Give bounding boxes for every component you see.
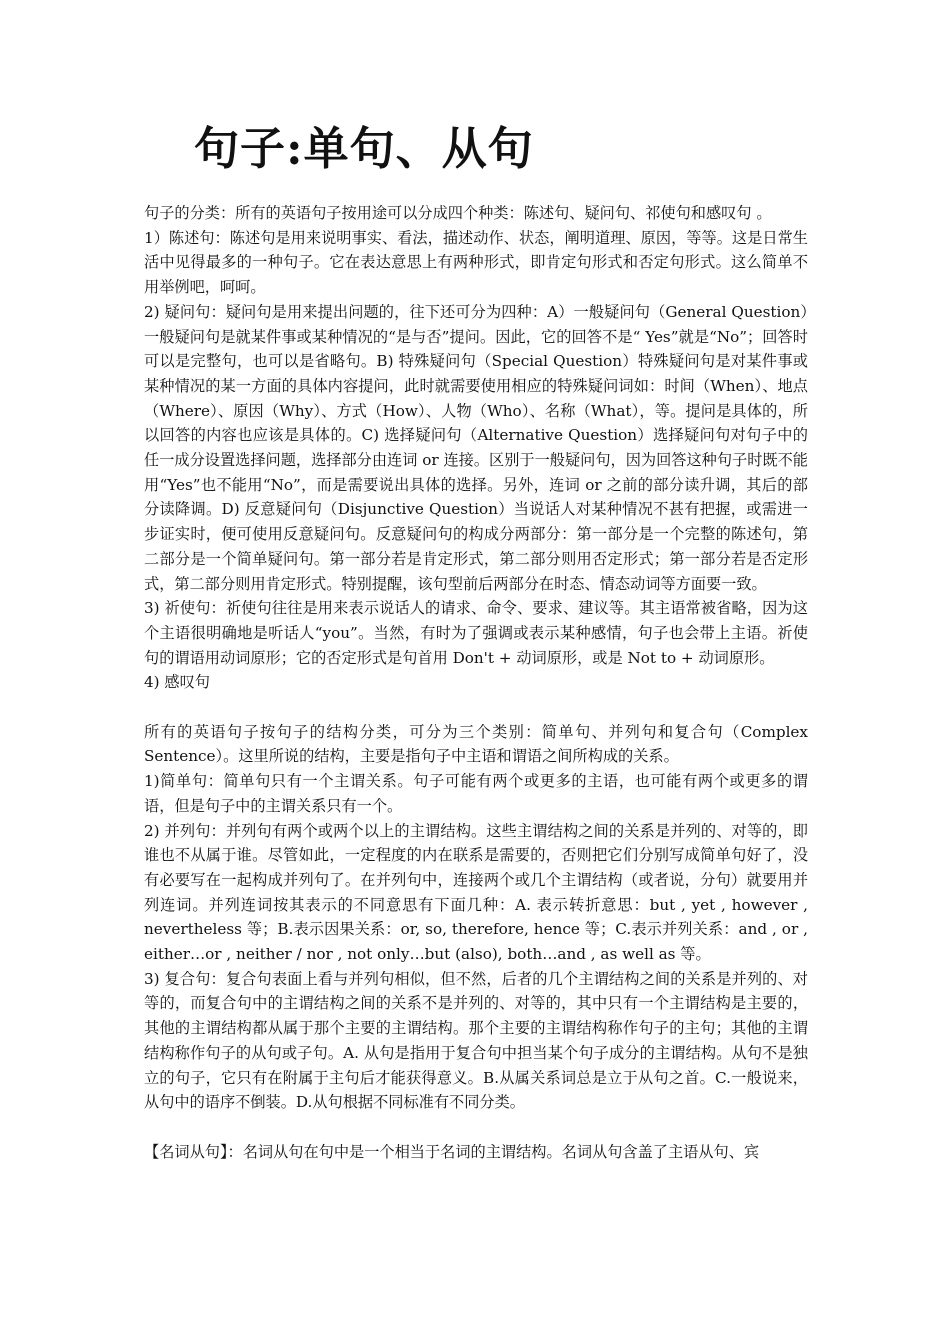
paragraph-exclamatory: 4) 感叹句 — [144, 673, 210, 692]
paragraph-simple-sentence: 1)简单句：简单句只有一个主谓关系。句子可能有两个或更多的主语，也可能有两个或更多的谓语，但是句子中的主谓关系只有一个。 — [144, 772, 808, 815]
paragraph-interrogative: 2) 疑问句：疑问句是用来提出问题的，往下还可分为四种：A）一般疑问句（General Question）一般疑问句是就某件事或某种情况的“是与否”提问。因此，它的回答不是“ Yes”就是“No”；回答时可以是完整句，也可以是省略句。B) 特殊疑问句（Special Question）特殊疑问句是对某件事或某种情况的某一方面的具体内容提问，此时就需要使用相应的特殊疑问词如：时间（When）、地点（Where）、原因（Why）、方式（How）、人物（Who）、名称（What），等。提问是具体的，所以回答的内容也应该是具体的。C) 选择疑问句（Alternative Question）选择疑问句对句子中的任一成分设置选择问题，选择部分由连词 or 连接。区别于一般疑问句，因为回答这种句子时既不能用“Yes”也不能用“No”，而是需要说出具体的选择。另外，连词 or 之前的部分读升调，其后的部分读降调。D) 反意疑问句（Disjunctive Question）当说话人对某种情况不甚有把握，或需进一步证实时，便可使用反意疑问句。反意疑问句的构成分两部分：第一部分是一个完整的陈述句，第二部分是一个简单疑问句。第一部分若是肯定形式，第二部分则用否定形式；第一部分若是否定形式，第二部分则用肯定形式。特别提醒，该句型前后两部分在时态、情态动词等方面要一致。 — [144, 302, 808, 593]
document-title: 句子:单句、从句 — [194, 122, 534, 175]
paragraph-sentence-classification: 句子的分类：所有的英语句子按用途可以分成四个种类：陈述句、疑问句、祁使句和感叹句 。 — [144, 204, 772, 222]
paragraph-compound-sentence: 2) 并列句：并列句有两个或两个以上的主谓结构。这些主谓结构之间的关系是并列的、对等的，即谁也不从属于谁。尽管如此，一定程度的内在联系是需要的，否则把它们分别写成简单句好了，没有必要写在一起构成并列句了。在并列句中，连接两个或几个主谓结构（或者说，分句）就要用并列连词。并列连词按其表示的不同意思有下面几种：A. 表示转折意思：but , yet , however , nevertheless 等；B.表示因果关系：or, so, therefore, hence 等；C.表示并列关系：and , or , either…or , neither / nor , not only…but (also), both…and , as well as 等。 — [144, 821, 808, 964]
paragraph-imperative: 3) 祈使句：祈使句往往是用来表示说话人的请求、命令、要求、建议等。其主语常被省略，因为这个主语很明确地是听话人“you”。当然，有时为了强调或表示某种感情，句子也会带上主语。祈使句的谓语用动词原形；它的否定形式是句首用 Don't + 动词原形，或是 Not to + 动词原形。 — [144, 599, 808, 667]
paragraph-noun-clause: 【名词从句】：名词从句在句中是一个相当于名词的主谓结构。名词从句含盖了主语从句、宾 — [144, 1142, 760, 1161]
paragraph-structure-classification: 所有的英语句子按句子的结构分类，可分为三个类别：简单句、并列句和复合句（Complex Sentence）。这里所说的结构，主要是指句子中主语和谓语之间所构成的关系。 — [144, 722, 808, 766]
document-body — [144, 201, 808, 1164]
paragraph-complex-sentence: 3) 复合句：复合句表面上看与并列句相似，但不然，后者的几个主谓结构之间的关系是并列的、对等的，而复合句中的主谓结构之间的关系不是并列的、对等的，其中只有一个主谓结构是主要的，其他的主谓结构都从属于那个主要的主谓结构。那个主要的主谓结构称作句子的主句；其他的主谓结构称作句子的从句或子句。A. 从句是指用于复合句中担当某个句子成分的主谓结构。从句不是独立的句子，它只有在附属于主句后才能获得意义。B.从属关系词总是立于从句之首。C.一般说来，从句中的语序不倒装。D.从句根据不同标准有不同分类。 — [144, 969, 808, 1112]
paragraph-spacer — [144, 1115, 808, 1140]
paragraph-spacer — [144, 695, 808, 720]
paragraph-declarative: 1）陈述句：陈述句是用来说明事实、看法，描述动作、状态，阐明道理、原因，等等。这是日常生活中见得最多的一种句子。它在表达意思上有两种形式，即肯定句形式和否定句形式。这么简单不用举例吧，呵呵。 — [144, 228, 808, 297]
